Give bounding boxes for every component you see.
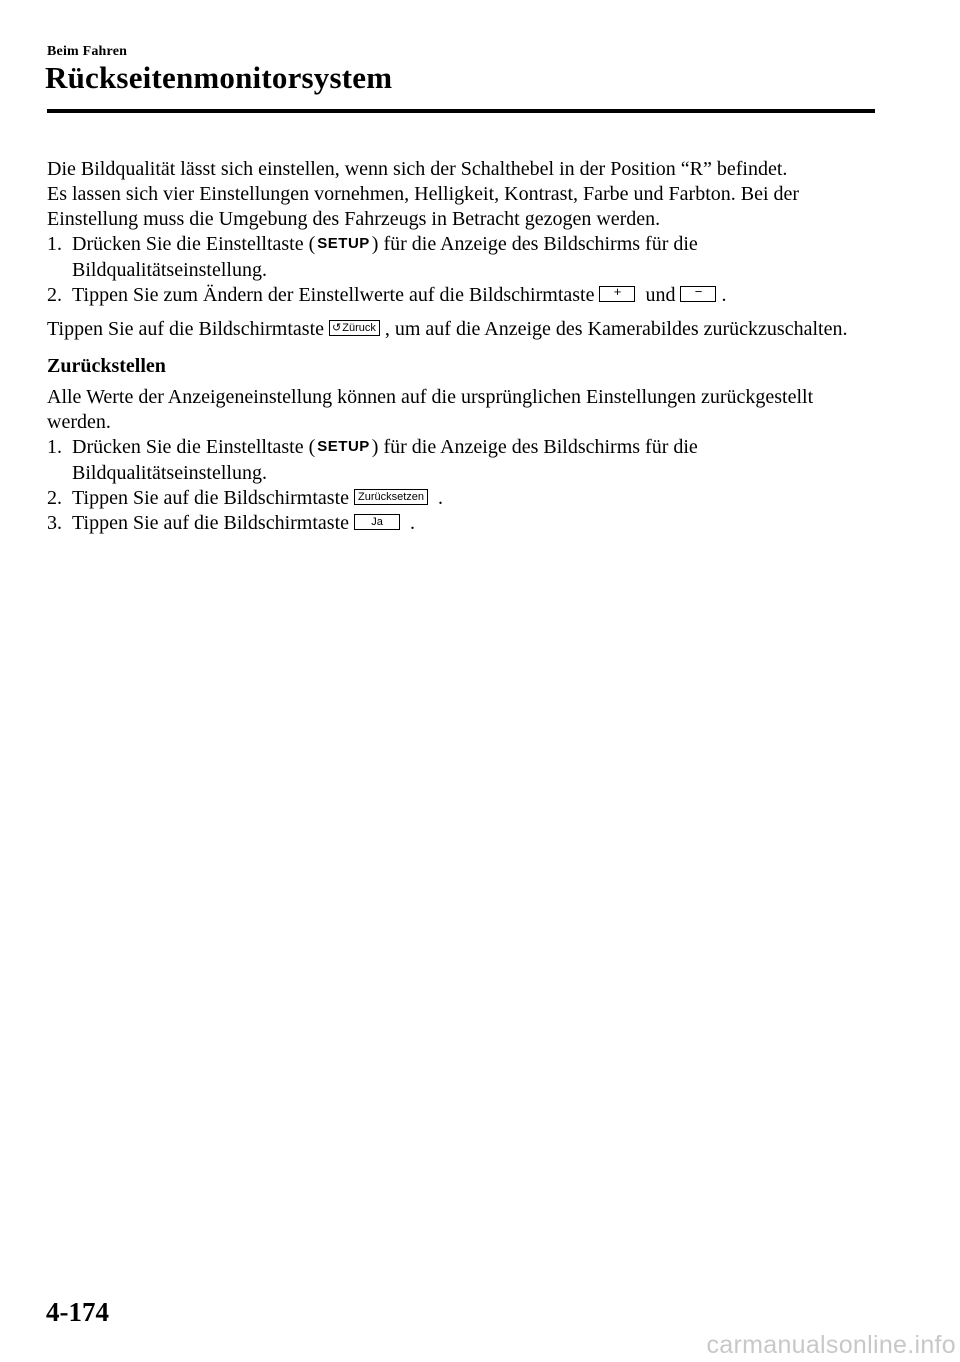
back-key-label: Züruck: [342, 322, 376, 335]
back-text-before: Tippen Sie auf die Bildschirmtaste: [47, 317, 325, 340]
watermark: carmanualsonline.info: [706, 1331, 956, 1359]
step-text: [72, 435, 877, 486]
reset-step-2: [47, 486, 877, 511]
step-number: 2.: [47, 283, 62, 306]
reset-step-3: [47, 511, 877, 536]
step-text-after: .: [438, 486, 444, 509]
step-text: [72, 283, 877, 308]
reset-paragraph: Alle Werte der Anzeigeneinstellung können auf die ursprünglichen Einstellungen zurückgestellt werden.: [47, 385, 814, 433]
step-text-before: Tippen Sie auf die Bildschirmtaste: [72, 486, 350, 509]
step-text: [72, 511, 877, 536]
plus-key: +: [599, 286, 635, 302]
step-text-before: Tippen Sie auf die Bildschirmtaste: [72, 511, 350, 534]
intro-paragraph-1: Die Bildqualität lässt sich einstellen, wenn sich der Schalthebel in der Position “R” befindet.: [47, 158, 788, 180]
setup-key-label: SETUP: [317, 437, 370, 455]
step-text: [72, 486, 877, 511]
yes-key: Ja: [354, 514, 400, 530]
page-number: 4-174: [46, 1297, 109, 1327]
step-1-adjust: [47, 232, 877, 283]
step-text-after: .: [410, 511, 416, 534]
step-text-before: Drücken Sie die Einstelltaste (: [72, 435, 316, 458]
section-label: Beim Fahren: [47, 44, 128, 59]
step-text-before: Tippen Sie zum Ändern der Einstellwerte auf die Bildschirmtaste: [72, 283, 595, 306]
step-text-middle: und: [645, 283, 676, 306]
back-paragraph: [47, 317, 877, 342]
page-title: Rückseitenmonitorsystem: [45, 60, 393, 95]
step-text-after: .: [721, 283, 727, 306]
step-text-before: Drücken Sie die Einstelltaste (: [72, 233, 316, 255]
step-text: [72, 232, 877, 283]
step-text-after: ) für die Anzeige des Bildschirms für die Bildqualitätseinstellung.: [72, 435, 698, 484]
reset-step-1: [47, 435, 877, 486]
setup-key-label: SETUP: [317, 234, 370, 252]
intro-paragraph-2: Es lassen sich vier Einstellungen vornehmen, Helligkeit, Kontrast, Farbe und Farbton. Bei der Einstellung muss die Umgebung des Fahrzeugs in Betracht gezogen werden.: [47, 183, 800, 230]
step-number: 3.: [47, 511, 62, 534]
step-number: 2.: [47, 486, 62, 509]
step-number: 1.: [47, 233, 62, 255]
back-text-after: , um auf die Anzeige des Kamerabildes zurückzuschalten.: [384, 317, 848, 340]
minus-key: −: [680, 286, 716, 302]
return-arrow-icon: ↺: [332, 322, 342, 335]
title-divider: [47, 109, 875, 113]
page-body: [47, 157, 877, 536]
step-2-adjust: [47, 283, 877, 308]
reset-heading: Zurückstellen: [47, 354, 166, 377]
step-text-after: ) für die Anzeige des Bildschirms für die Bildqualitätseinstellung.: [72, 233, 698, 281]
back-key: [329, 320, 380, 336]
reset-key: Zurücksetzen: [354, 489, 428, 505]
step-number: 1.: [47, 435, 62, 458]
